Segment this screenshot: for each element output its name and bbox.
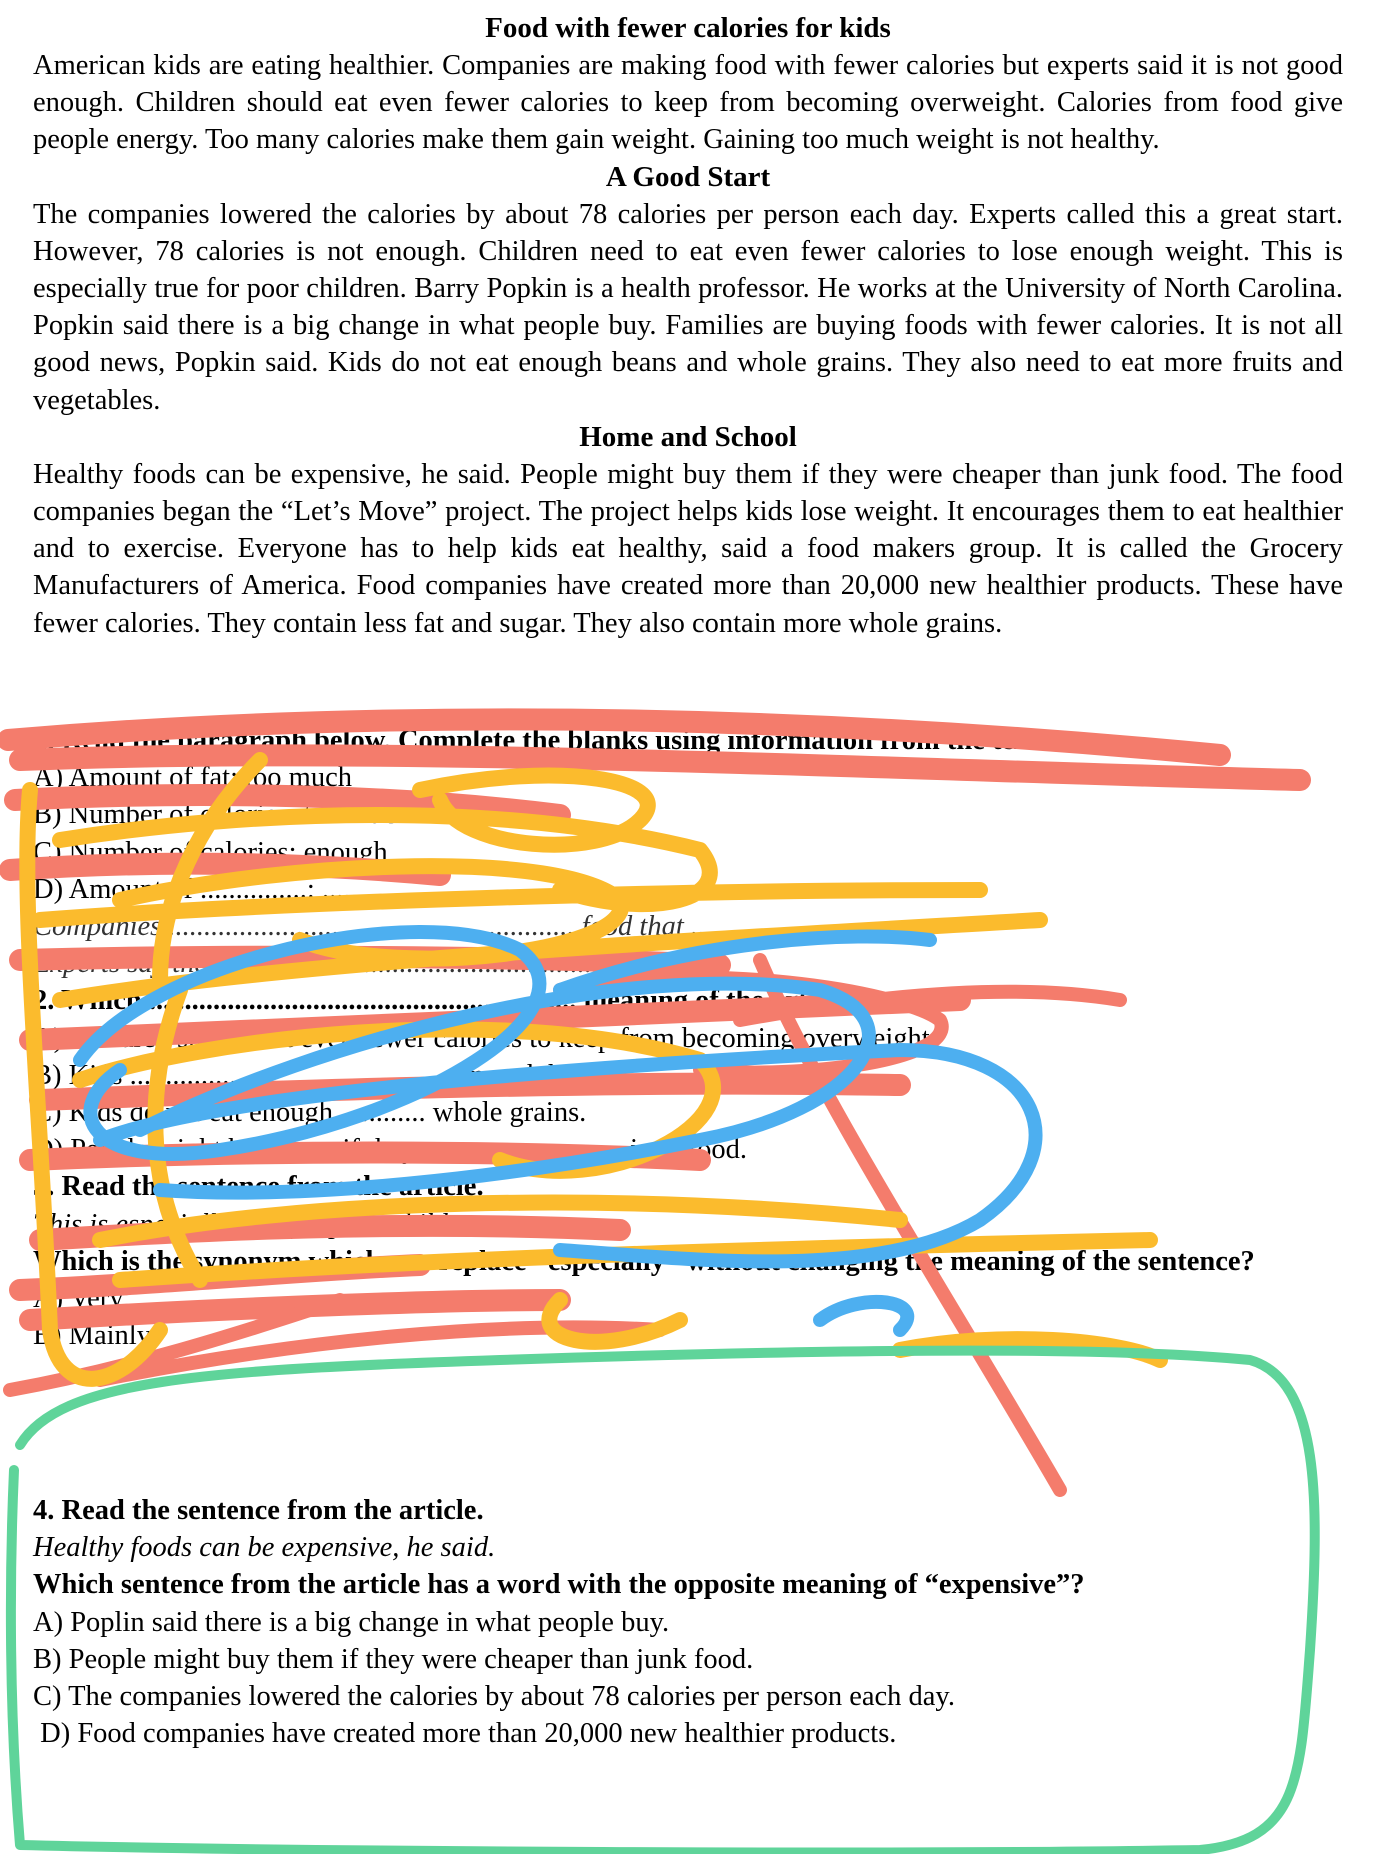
- question-4-option-b[interactable]: B) People might buy them if they were cheaper than junk food.: [33, 1643, 754, 1675]
- article: [33, 10, 1343, 642]
- question-2-line-d: D) People might buy them if they ............................ junk food.: [33, 1134, 748, 1166]
- question-1-head: 1. Read the paragraph below. Complete the blanks using information from the text.: [33, 725, 1046, 756]
- question-2-head: 2. Which ............................................................ meaning of the article?: [33, 985, 863, 1017]
- question-4-quote: Healthy foods can be expensive, he said.: [33, 1532, 496, 1564]
- section-text-good-start: The companies lowered the calories by about 78 calories per person each day. Experts called this a great start. However, 78 calories is not enough. Children need to eat even fewer calories to lose enough weight. This is especially true for poor children. Barry Popkin is a health professor. He works at the University of North Carolina. Popkin said there is a big change in what people buy. Families are buying foods with fewer calories. It is not all good news, Popkin said. Kids do not eat enough beans and whole grains. They also need to eat more fruits and vegetables.: [33, 198, 1343, 416]
- article-intro: American kids are eating healthier. Companies are making food with fewer calories but experts said it is not good enough. Children should eat even fewer calories to keep from becoming overweight. Calories from food give people energy. Too many calories make them gain weight. Gaining too much weight is not healthy.: [33, 50, 1343, 156]
- section-text-home-school: Healthy foods can be expensive, he said. People might buy them if they were cheaper than junk food. The food companies began the “Let’s Move” project. The project helps kids lose weight. It encourages them to eat healthier and to exercise. Everyone has to help kids eat healthy, said a food makers group. It is called the Grocery Manufacturers of America. Food companies have created more than 20,000 new healthier products. These have fewer calories. They contain less fat and sugar. They also contain more whole grains.: [33, 458, 1343, 639]
- question-1-line-c: C) Number of calories: enough: [33, 836, 388, 868]
- question-3-line-a: A) Very: [33, 1283, 124, 1315]
- question-3-quote: This is especially true for poor children.: [33, 1208, 492, 1240]
- question-2-line-b: B) Kids ............................................. enough beans.: [33, 1059, 621, 1091]
- article-title: Food with fewer calories for kids: [485, 12, 891, 44]
- question-1-line-b: B) Number of calories: too much: [33, 799, 411, 831]
- question-4: [33, 1492, 1343, 1752]
- question-4-option-a[interactable]: A) Poplin said there is a big change in what people buy.: [33, 1606, 670, 1638]
- question-3-head: 3. Read the sentence from the article.: [33, 1171, 484, 1203]
- question-4-option-d[interactable]: D) Food companies have created more than 20,000 new healthier products.: [33, 1718, 897, 1750]
- question-4-prompt: Which sentence from the article has a word with the opposite meaning of “expensive”?: [33, 1569, 1085, 1601]
- question-1-line-e: Companies ......................................................... food that ...............: [33, 911, 798, 943]
- question-2-line-c: C) Kids do not eat enough ............ whole grains.: [33, 1097, 587, 1129]
- question-4-option-c[interactable]: C) The companies lowered the calories by about 78 calories per person each day.: [33, 1681, 955, 1713]
- question-1-line-d: D) Amount of ...............: ...............: [33, 873, 429, 905]
- section-title-home-school: Home and School: [579, 420, 797, 453]
- question-4-head: 4. Read the sentence from the article.: [33, 1495, 484, 1526]
- scribbled-questions: [33, 722, 1343, 1354]
- question-1-line-a: A) Amount of fat: too much: [33, 762, 352, 794]
- question-3-line-b: B) Mainly: [33, 1320, 151, 1352]
- question-2-line-a: A) Children should eat even fewer calories to keep from becoming overweight.: [33, 1022, 937, 1054]
- question-3-prompt: Which is the synonym which can replace “especially” without changing the meaning of the sentence?: [33, 1245, 1255, 1277]
- section-title-good-start: A Good Start: [605, 160, 771, 193]
- question-1-line-f: Experts say that is....................................................................: [33, 948, 728, 980]
